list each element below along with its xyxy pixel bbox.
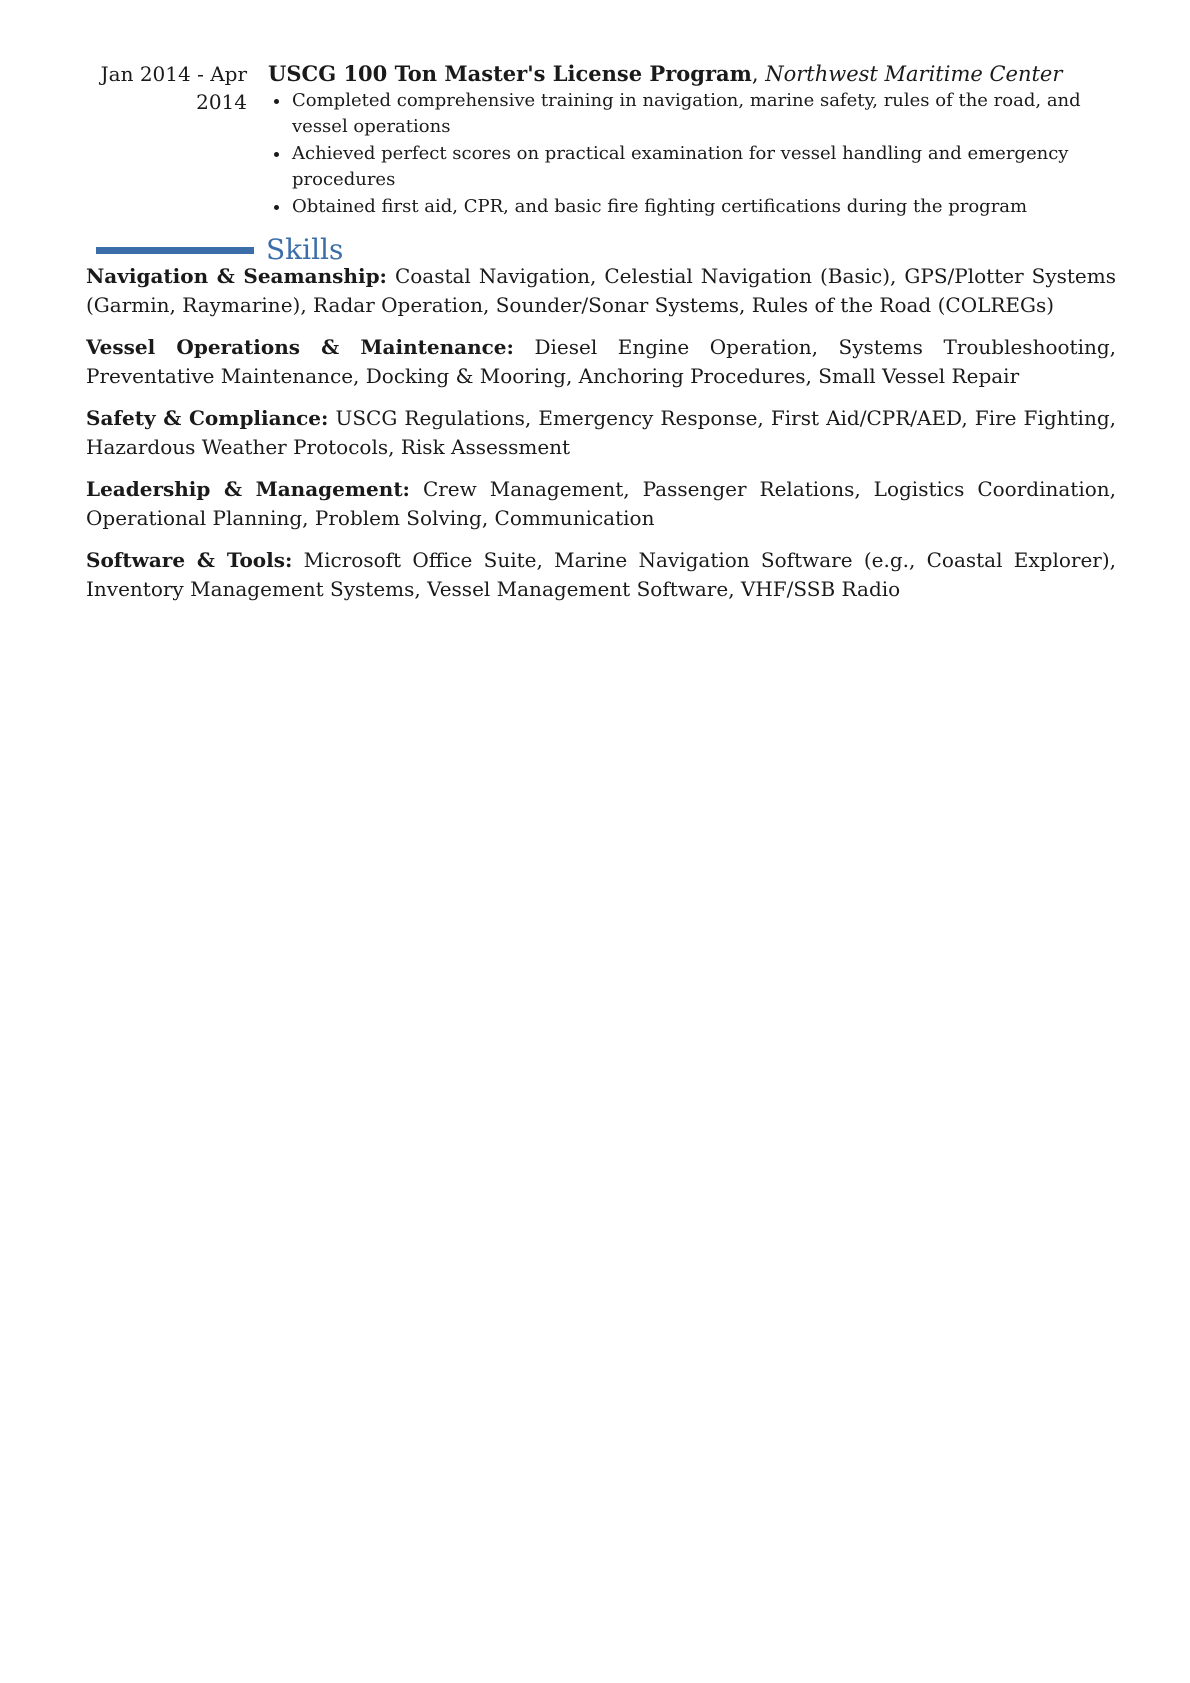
skill-text: Microsoft Office Suite, Marine Navigation Software (e.g., Coastal Explorer), Inventory Management Systems, Vessel Management Software, VHF/SSB Radio bbox=[86, 548, 1116, 601]
entry-body bbox=[268, 60, 1116, 221]
skill-label: Leadership & Management: bbox=[86, 477, 410, 501]
bullet-icon bbox=[274, 205, 279, 210]
skill-label: Safety & Compliance: bbox=[86, 406, 329, 430]
entry-organization: Northwest Maritime Center bbox=[765, 62, 1063, 86]
skill-text: Diesel Engine Operation, Systems Troubleshooting, Preventative Maintenance, Docking & Mooring, Anchoring Procedures, Small Vessel Repair bbox=[86, 335, 1117, 388]
skill-item bbox=[86, 404, 1116, 462]
education-entry bbox=[86, 60, 1116, 221]
entry-date: Jan 2014 - Apr 2014 bbox=[100, 62, 247, 114]
bullet-item bbox=[268, 194, 1116, 220]
bullet-text: Completed comprehensive training in navigation, marine safety, rules of the road, and vessel operations bbox=[292, 90, 1081, 137]
skill-item bbox=[86, 333, 1116, 391]
skill-item bbox=[86, 475, 1116, 533]
skill-label: Vessel Operations & Maintenance: bbox=[86, 335, 514, 359]
skill-text: Coastal Navigation, Celestial Navigation (Basic), GPS/Plotter Systems (Garmin, Raymarine), Radar Operation, Sounder/Sonar Systems, Rules of the Road (COLREGs) bbox=[86, 264, 1117, 317]
skill-item bbox=[86, 546, 1116, 604]
skill-label: Navigation & Seamanship: bbox=[86, 264, 387, 288]
skill-item bbox=[86, 262, 1116, 320]
entry-bullet-list bbox=[268, 88, 1116, 220]
bullet-icon bbox=[274, 152, 279, 157]
skill-text: Crew Management, Passenger Relations, Logistics Coordination, Operational Planning, Problem Solving, Communication bbox=[86, 477, 1117, 530]
entry-heading bbox=[268, 60, 1116, 88]
bullet-text: Achieved perfect scores on practical examination for vessel handling and emergency procedures bbox=[292, 143, 1069, 190]
skill-text: USCG Regulations, Emergency Response, First Aid/CPR/AED, Fire Fighting, Hazardous Weather Protocols, Risk Assessment bbox=[86, 406, 1116, 459]
bullet-item bbox=[268, 141, 1116, 193]
bullet-item bbox=[268, 88, 1116, 140]
section-accent-bar bbox=[96, 247, 254, 254]
entry-title: USCG 100 Ton Master's License Program bbox=[268, 61, 752, 86]
entry-separator: , bbox=[751, 62, 766, 86]
skill-label: Software & Tools: bbox=[86, 548, 293, 572]
bullet-text: Obtained first aid, CPR, and basic fire fighting certifications during the program bbox=[292, 196, 1028, 217]
skills-list bbox=[86, 262, 1116, 617]
section-title: Skills bbox=[266, 233, 344, 266]
bullet-icon bbox=[274, 99, 279, 104]
